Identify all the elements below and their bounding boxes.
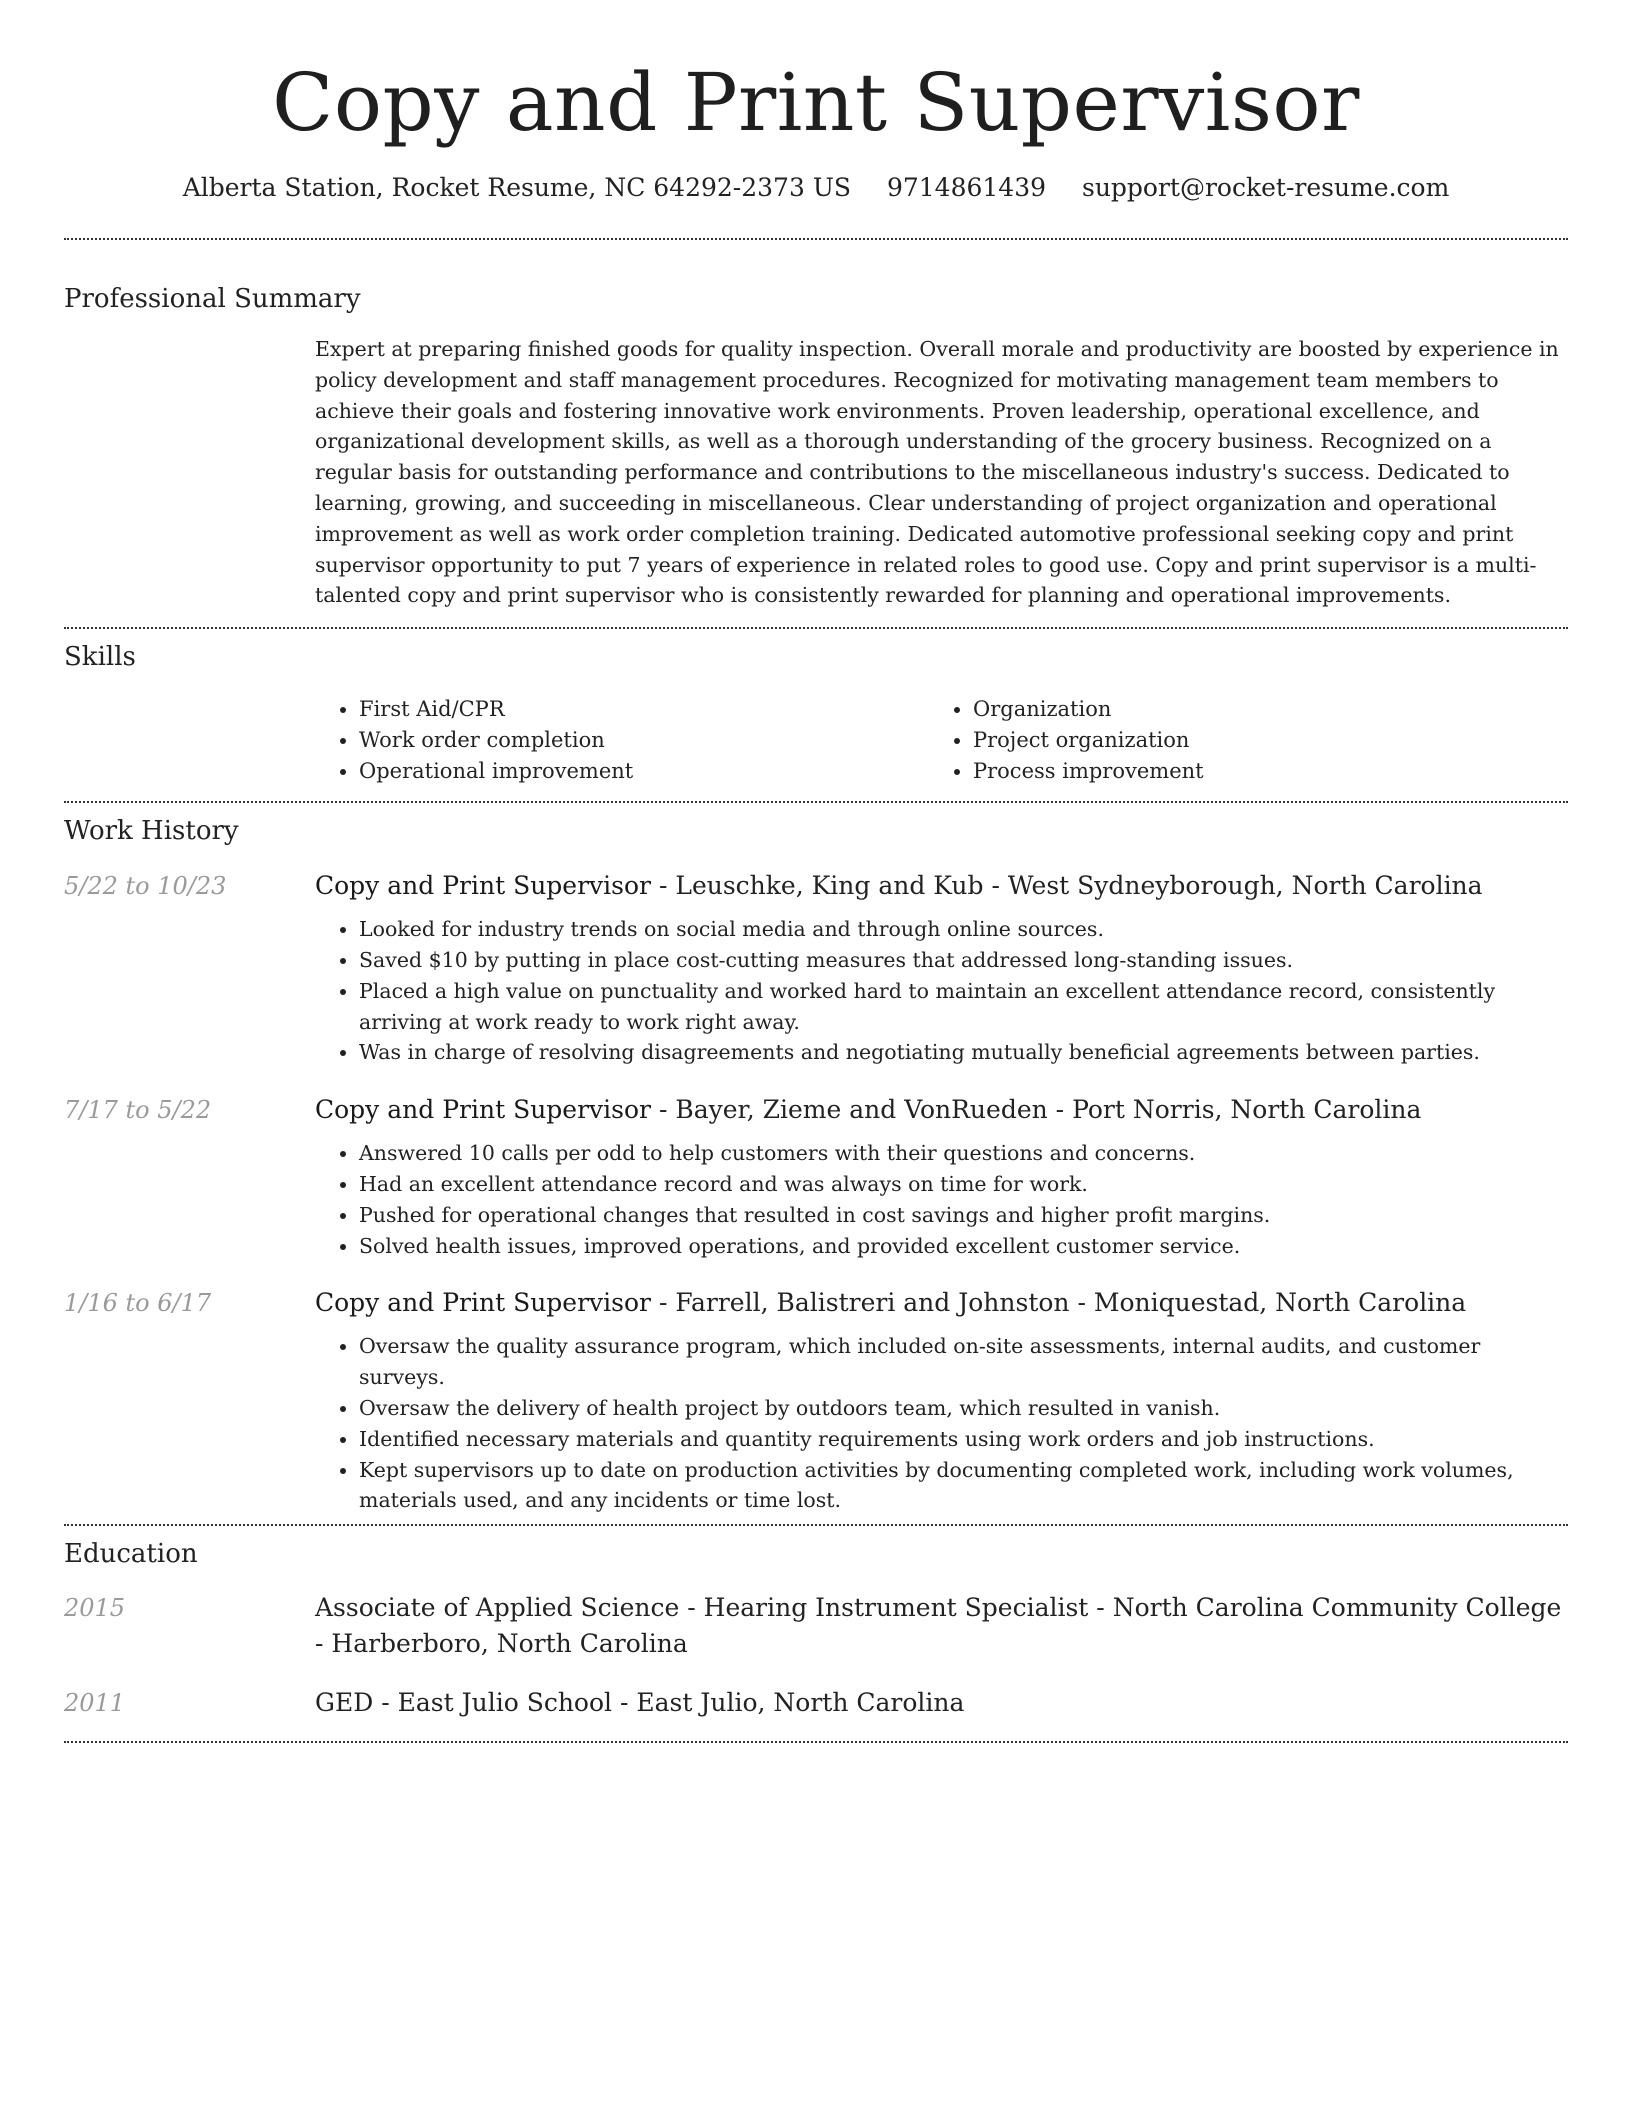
summary-text: Expert at preparing finished goods for quality inspection. Overall morale and productivity are boosted by experience in policy development and staff management procedures. Recognized for motivating management team members to achieve their goals and fostering innovative work environments. Proven leadership, operational excellence, and organizational development skills, as well as a thorough understanding of the grocery business. Recognized on a regular basis for outstanding performance and contributions to the miscellaneous industry's success. Dedicated to learning, growing, and succeeding in miscellaneous. Clear understanding of project organization and operational improvement as well as work order completion training. Dedicated automotive professional seeking copy and print supervisor opportunity to put 7 years of experience in related roles to good use. Copy and print supervisor is a multi-talented copy and print supervisor who is consistently rewarded for planning and operational improvements. bbox=[315, 337, 1559, 608]
work-date: 7/17 to 5/22 bbox=[64, 1096, 212, 1125]
job-bullet: • Oversaw the delivery of health project by outdoors team, which resulted in vanish. bbox=[359, 1393, 1568, 1424]
contact-address: Alberta Station, Rocket Resume, NC 64292-2373 US bbox=[182, 173, 852, 202]
education-school: - North Carolina Community College - Harberboro, North Carolina bbox=[315, 1593, 1562, 1659]
work-entry bbox=[64, 868, 1568, 1068]
work-entry bbox=[64, 1285, 1568, 1524]
skill-item: • First Aid/CPR bbox=[359, 694, 929, 725]
section-title-education: Education bbox=[64, 1539, 198, 1570]
job-bullet: • Placed a high value on punctuality and worked hard to maintain an excellent attendance record, consistently arriving at work ready to work right away. bbox=[359, 976, 1568, 1038]
education-heading bbox=[315, 1590, 1568, 1662]
education-heading bbox=[315, 1685, 1568, 1721]
divider bbox=[64, 627, 1568, 629]
job-company: - Bayer, Zieme and VonRueden - Port Norris, North Carolina bbox=[651, 1095, 1422, 1125]
section-title-skills: Skills bbox=[64, 642, 136, 673]
job-bullets bbox=[315, 1331, 1568, 1516]
education-degree: Associate of Applied Science - Hearing Instrument Specialist bbox=[315, 1593, 1089, 1623]
resume-page bbox=[64, 0, 1568, 1743]
job-heading bbox=[315, 1285, 1568, 1321]
contact-email: support@rocket-resume.com bbox=[1081, 173, 1450, 202]
skill-item: • Process improvement bbox=[973, 756, 1543, 787]
section-title-work-history: Work History bbox=[64, 816, 239, 847]
education-date: 2015 bbox=[64, 1594, 126, 1623]
work-date: 5/22 to 10/23 bbox=[64, 872, 227, 901]
job-bullet: • Identified necessary materials and quantity requirements using work orders and job instructions. bbox=[359, 1424, 1568, 1455]
job-heading bbox=[315, 1092, 1568, 1128]
job-bullet: • Kept supervisors up to date on production activities by documenting completed work, including work volumes, materials used, and any incidents or time lost. bbox=[359, 1455, 1568, 1517]
skills-column-left bbox=[315, 694, 929, 787]
contact-phone: 9714861439 bbox=[886, 173, 1047, 202]
skill-item: • Organization bbox=[973, 694, 1543, 725]
job-bullet: • Pushed for operational changes that resulted in cost savings and higher profit margins. bbox=[359, 1200, 1568, 1231]
work-entry bbox=[64, 1092, 1568, 1261]
job-company: - Leuschke, King and Kub - West Sydneyborough, North Carolina bbox=[651, 871, 1483, 901]
skill-item: • Project organization bbox=[973, 725, 1543, 756]
skill-item: • Operational improvement bbox=[359, 756, 929, 787]
education-degree: GED bbox=[315, 1688, 374, 1718]
divider bbox=[64, 801, 1568, 803]
job-bullet: • Oversaw the quality assurance program, which included on-site assessments, internal audits, and customer surveys. bbox=[359, 1331, 1568, 1393]
job-bullet: • Answered 10 calls per odd to help customers with their questions and concerns. bbox=[359, 1138, 1568, 1169]
skill-item: • Work order completion bbox=[359, 725, 929, 756]
job-heading bbox=[315, 868, 1568, 904]
job-bullet: • Solved health issues, improved operations, and provided excellent customer service. bbox=[359, 1231, 1568, 1262]
job-bullet: • Looked for industry trends on social media and through online sources. bbox=[359, 914, 1568, 945]
education-school: - East Julio School - East Julio, North Carolina bbox=[373, 1688, 965, 1718]
job-bullet: • Was in charge of resolving disagreements and negotiating mutually beneficial agreements between parties. bbox=[359, 1037, 1568, 1068]
skills-list bbox=[315, 694, 1568, 787]
job-bullet: • Had an excellent attendance record and was always on time for work. bbox=[359, 1169, 1568, 1200]
education-date: 2011 bbox=[64, 1689, 126, 1718]
job-bullets bbox=[315, 914, 1568, 1068]
contact-line bbox=[64, 171, 1568, 205]
job-company: - Farrell, Balistreri and Johnston - Moniquestad, North Carolina bbox=[651, 1288, 1467, 1318]
divider bbox=[64, 1524, 1568, 1526]
divider bbox=[64, 1741, 1568, 1743]
education-entry bbox=[64, 1685, 1568, 1721]
job-title: Copy and Print Supervisor bbox=[315, 871, 651, 901]
divider bbox=[64, 238, 1568, 240]
skills-column-right bbox=[929, 694, 1543, 787]
section-title-summary: Professional Summary bbox=[64, 284, 361, 314]
job-bullet: • Saved $10 by putting in place cost-cutting measures that addressed long-standing issues. bbox=[359, 945, 1568, 976]
resume-name: Copy and Print Supervisor bbox=[272, 56, 1360, 149]
education-entry bbox=[64, 1590, 1568, 1662]
work-date: 1/16 to 6/17 bbox=[64, 1289, 212, 1318]
job-bullets bbox=[315, 1138, 1568, 1261]
job-title: Copy and Print Supervisor bbox=[315, 1095, 651, 1125]
job-title: Copy and Print Supervisor bbox=[315, 1288, 651, 1318]
